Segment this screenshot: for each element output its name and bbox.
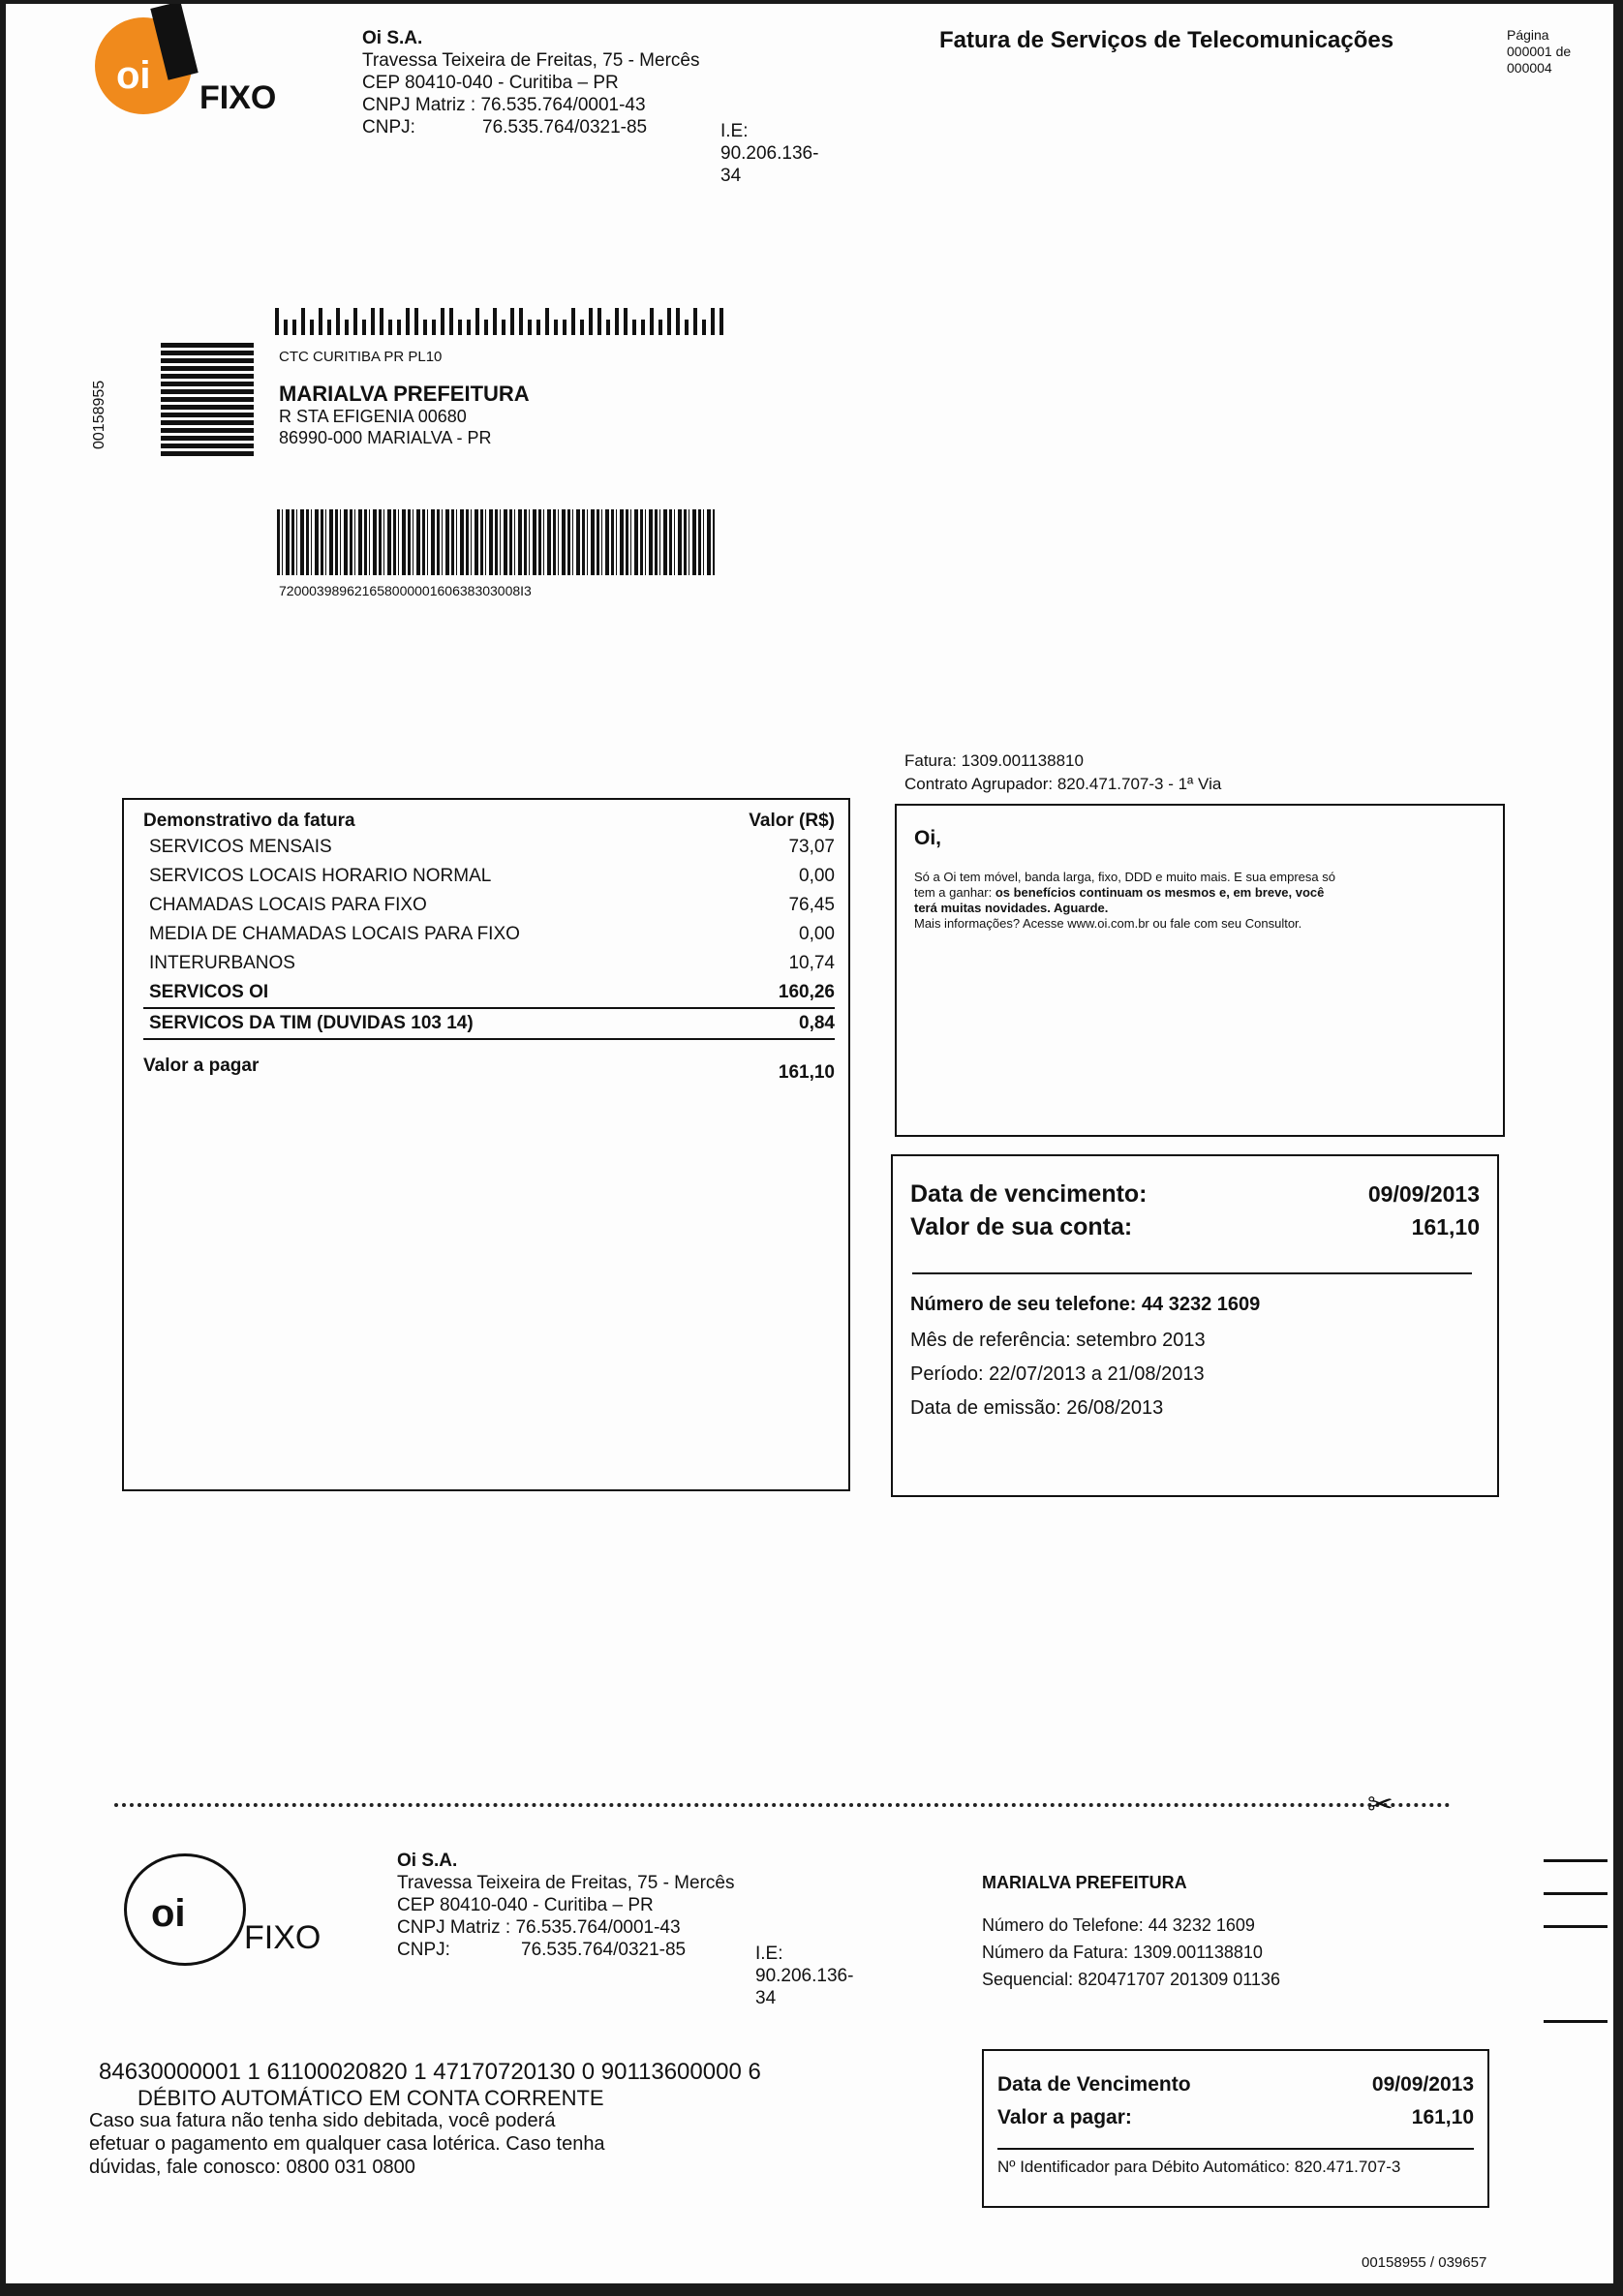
- side-barcode: [161, 343, 254, 459]
- debit-line3: dúvidas, fale conosco: 0800 031 0800: [89, 2157, 415, 2178]
- stub-company-address: Travessa Teixeira de Freitas, 75 - Mercês: [397, 1873, 735, 1893]
- stub-due-label: Data de Vencimento: [997, 2073, 1191, 2096]
- due-date-label: Data de vencimento:: [910, 1179, 1148, 1208]
- stub-due-value: 09/09/2013: [1371, 2073, 1474, 2096]
- digitable-line: 84630000001 1 61100020820 1 47170720130 0 90113600000 6: [99, 2059, 761, 2085]
- stub-ie: I.E: 90.206.136-34: [755, 1944, 854, 2008]
- invoice-title: Fatura de Serviços de Telecomunicações: [939, 27, 1394, 53]
- stub-sequence: Sequencial: 820471707 201309 01136: [982, 1970, 1280, 1989]
- recipient-route: CTC CURITIBA PR PL10: [279, 349, 443, 365]
- amount-label: Valor de sua conta:: [910, 1212, 1133, 1240]
- company-cnpj-value: 76.535.764/0321-85: [482, 117, 648, 138]
- logo-oi-text: oi: [116, 54, 151, 97]
- company-name: Oi S.A.: [362, 28, 423, 48]
- company-ie: I.E: 90.206.136-34: [720, 121, 819, 186]
- stub-payment-box: [982, 2049, 1489, 2208]
- table-row: SERVICOS OI 160,26: [143, 978, 835, 1009]
- stub-amount-value: 161,10: [1411, 2106, 1474, 2128]
- message-greeting: Oi,: [914, 827, 942, 849]
- mail-barcode: [277, 509, 715, 575]
- cut-line: [114, 1803, 1451, 1807]
- company-address: Travessa Teixeira de Freitas, 75 - Mercês: [362, 50, 700, 71]
- table-row: SERVICOS MENSAIS 73,07: [149, 837, 835, 857]
- stub-logo-oi-text: oi: [151, 1892, 186, 1935]
- stub-debit-id: Nº Identificador para Débito Automático: 820.471.707-3: [997, 2158, 1401, 2176]
- side-code: 00158955: [91, 380, 107, 449]
- edge-mark: [1544, 2020, 1608, 2023]
- footer-code: 00158955 / 039657: [1362, 2254, 1487, 2271]
- table-row: MEDIA DE CHAMADAS LOCAIS PARA FIXO 0,00: [149, 924, 835, 944]
- page-line1: 000001 de: [1507, 44, 1572, 59]
- debit-line1: Caso sua fatura não tenha sido debitada, você poderá: [89, 2110, 556, 2131]
- postal-barcode: [275, 306, 728, 335]
- message-line4: Mais informações? Acesse www.oi.com.br ou fale com seu Consultor.: [914, 916, 1302, 931]
- edge-mark: [1544, 1859, 1608, 1862]
- stub-phone: Número do Telefone: 44 3232 1609: [982, 1915, 1255, 1935]
- amount-value: 161,10: [1411, 1213, 1480, 1240]
- billing-period: Período: 22/07/2013 a 21/08/2013: [910, 1363, 1205, 1385]
- summary-box: [891, 1154, 1499, 1497]
- statement-title: Demonstrativo da fatura: [143, 811, 355, 831]
- company-cnpj-matriz: CNPJ Matriz : 76.535.764/0001-43: [362, 95, 646, 115]
- company-cep: CEP 80410-040 - Curitiba – PR: [362, 73, 619, 93]
- page-line2: 000004: [1507, 60, 1552, 76]
- company-info-top: [362, 27, 819, 186]
- reference-month: Mês de referência: setembro 2013: [910, 1330, 1206, 1351]
- statement-total: [143, 1052, 835, 1081]
- message-line2b: os benefícios continuam os mesmos e, em breve, você: [995, 885, 1325, 900]
- table-row: SERVICOS DA TIM (DUVIDAS 103 14) 0,84: [143, 1009, 835, 1040]
- recipient-city: 86990-000 MARIALVA - PR: [279, 428, 492, 447]
- stub-company-cep: CEP 80410-040 - Curitiba – PR: [397, 1895, 654, 1915]
- scissors-icon: ✂: [1367, 1787, 1393, 1821]
- statement-value-header: Valor (R$): [749, 811, 835, 831]
- stub-customer: [982, 1869, 1280, 1993]
- page-label: Página: [1507, 27, 1549, 43]
- logo-brand: FIXO: [199, 79, 277, 116]
- phone-number: Número de seu telefone: 44 3232 1609: [910, 1294, 1261, 1315]
- recipient-street: R STA EFIGENIA 00680: [279, 407, 467, 426]
- table-row: INTERURBANOS 10,74: [149, 953, 835, 973]
- debit-title: DÉBITO AUTOMÁTICO EM CONTA CORRENTE: [138, 2086, 604, 2110]
- debit-line2: efetuar o pagamento em qualquer casa lotérica. Caso tenha: [89, 2133, 605, 2155]
- page-number: [1507, 27, 1571, 77]
- message-line1: Só a Oi tem móvel, banda larga, fixo, DDD e muito mais. E sua empresa só: [914, 870, 1335, 884]
- contract-number: Contrato Agrupador: 820.471.707-3 - 1ª Via: [904, 775, 1222, 793]
- edge-mark: [1544, 1925, 1608, 1928]
- stub-customer-name: MARIALVA PREFEITURA: [982, 1873, 1187, 1892]
- stub-company-name: Oi S.A.: [397, 1851, 458, 1871]
- due-date-value: 09/09/2013: [1367, 1180, 1480, 1207]
- message-line2a: tem a ganhar:: [914, 885, 995, 900]
- edge-mark: [1544, 1892, 1608, 1895]
- recipient-name: MARIALVA PREFEITURA: [279, 382, 530, 406]
- stub-cnpj-label: CNPJ:: [397, 1940, 450, 1960]
- statement-box: [122, 798, 850, 1491]
- message-line3: terá muitas novidades. Aguarde.: [914, 901, 1109, 915]
- company-info-stub: [397, 1850, 854, 2008]
- statement-total-label: Valor a pagar: [143, 1056, 260, 1076]
- stub-amount-label: Valor a pagar:: [997, 2106, 1132, 2128]
- summary-divider: [912, 1272, 1472, 1274]
- invoice-number: Fatura: 1309.001138810: [904, 751, 1084, 770]
- stub-divider: [997, 2148, 1474, 2150]
- company-cnpj-label: CNPJ:: [362, 117, 415, 138]
- stub-cnpj-value: 76.535.764/0321-85: [521, 1940, 687, 1960]
- table-row: SERVICOS LOCAIS HORARIO NORMAL 0,00: [149, 866, 835, 886]
- table-row: CHAMADAS LOCAIS PARA FIXO 76,45: [149, 895, 835, 915]
- stub-company-cnpj-matriz: CNPJ Matriz : 76.535.764/0001-43: [397, 1917, 681, 1938]
- stub-logo-brand: FIXO: [244, 1919, 322, 1956]
- message-box: [895, 804, 1505, 1137]
- issue-date: Data de emissão: 26/08/2013: [910, 1397, 1164, 1419]
- mail-barcode-number: 72000398962165800000160638303008I3: [279, 583, 532, 598]
- stub-invoice: Número da Fatura: 1309.001138810: [982, 1943, 1263, 1962]
- debit-info: [89, 2109, 605, 2179]
- invoice-page: [6, 4, 1613, 2283]
- statement-total-value: 161,10: [778, 1062, 835, 1083]
